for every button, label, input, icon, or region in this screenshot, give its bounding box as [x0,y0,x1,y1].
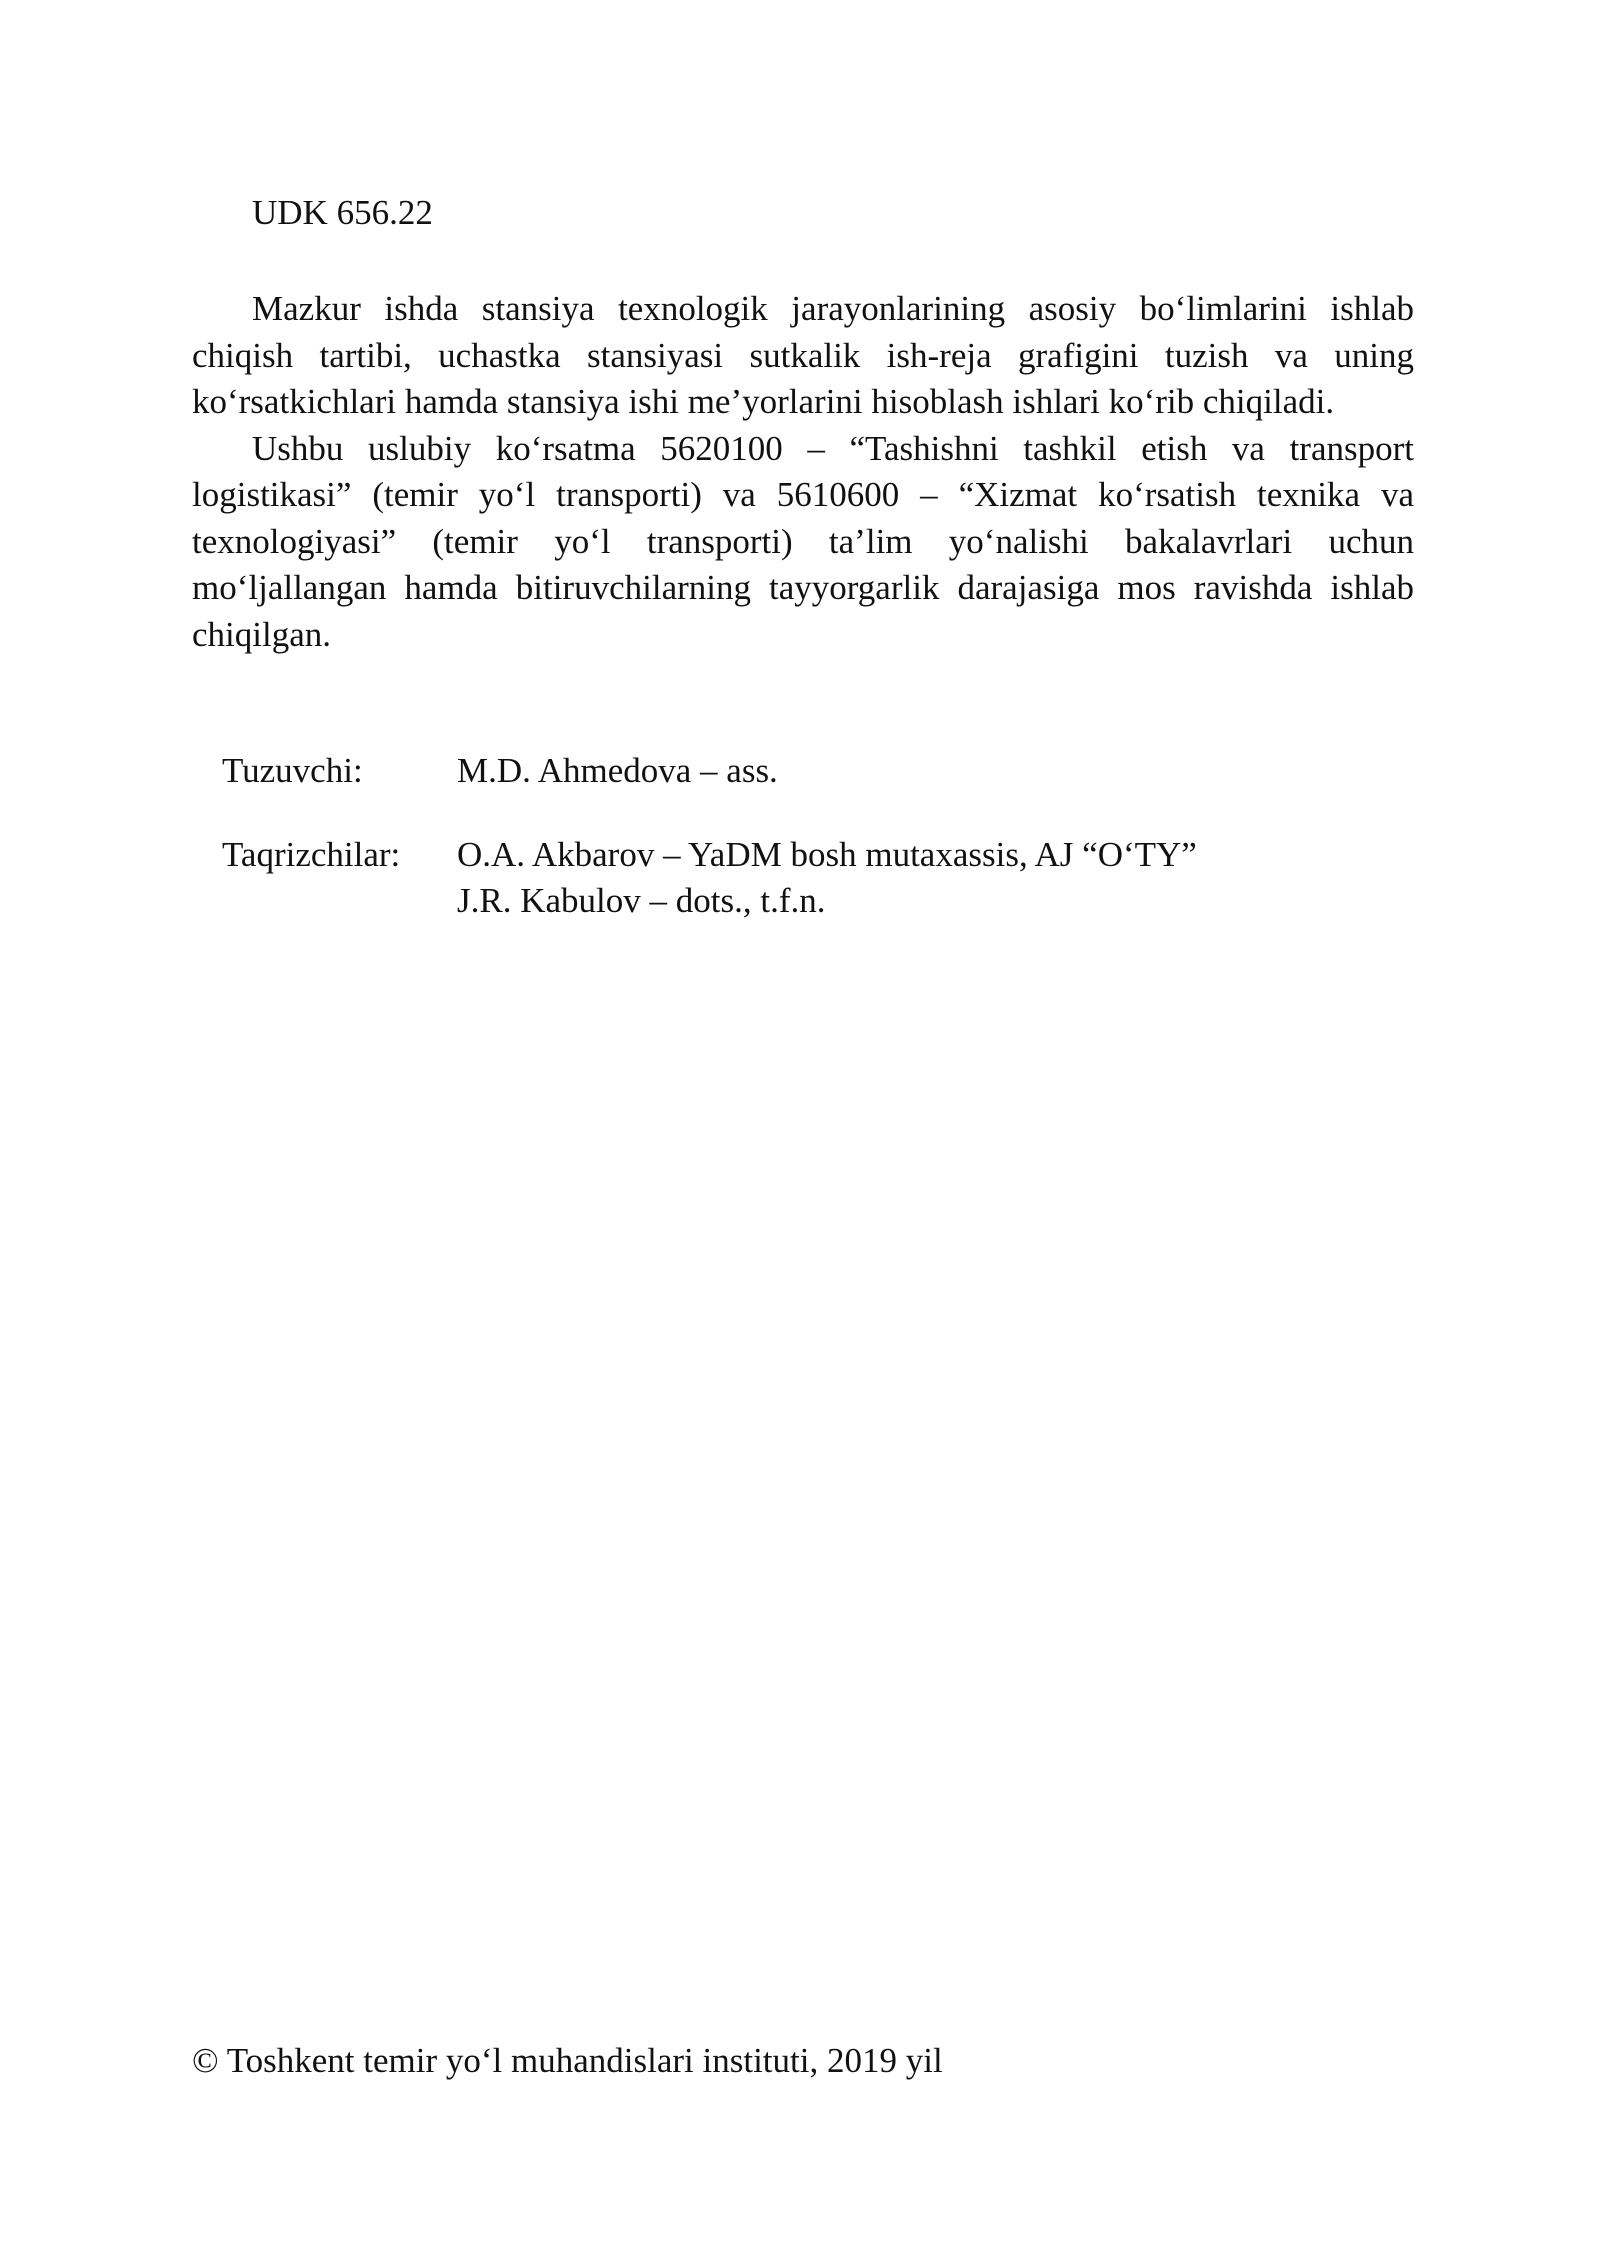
compiler-row [222,748,1197,794]
compiler-label: Tuzuvchi: [222,751,363,790]
copyright-notice: © Toshkent temir yo‘l muhandislari instituti, 2019 yil [192,2041,943,2080]
reviewer-name: O.A. Akbarov – YaDM bosh mutaxassis, AJ “O‘TY” [457,835,1197,874]
reviewers-row [222,832,1197,924]
credits-block [222,748,1197,924]
spacer [222,794,1197,832]
reviewers-list [457,832,1197,924]
abstract [192,286,1414,658]
reviewers-label: Taqrizchilar: [222,835,401,874]
reviewer-name: J.R. Kabulov – dots., t.f.n. [457,881,826,920]
udk-code: UDK 656.22 [252,193,433,232]
compiler-name: M.D. Ahmedova – ass. [457,751,778,790]
abstract-paragraph: Ushbu uslubiy ko‘rsatma 5620100 – “Tashishni tashkil etish va transport logistikasi” (temir yo‘l transporti) va 5610600 – “Xizmat ko‘rsatish texnika va texnologiyasi” (temir yo‘l transporti) ta’lim yo‘nalishi bakalavrlari uchun mo‘ljallangan hamda bitiruvchilarning tayyorgarlik darajasiga mos ravishda ishlab chiqilgan. [192,428,1414,654]
abstract-paragraph: Mazkur ishda stansiya texnologik jarayonlarining asosiy bo‘limlarini ishlab chiqish tartibi, uchastka stansiyasi sutkalik ish-reja grafigini tuzish va uning ko‘rsatkichlari hamda stansiya ishi me’yorlarini hisoblash ishlari ko‘rib chiqiladi. [192,289,1414,421]
